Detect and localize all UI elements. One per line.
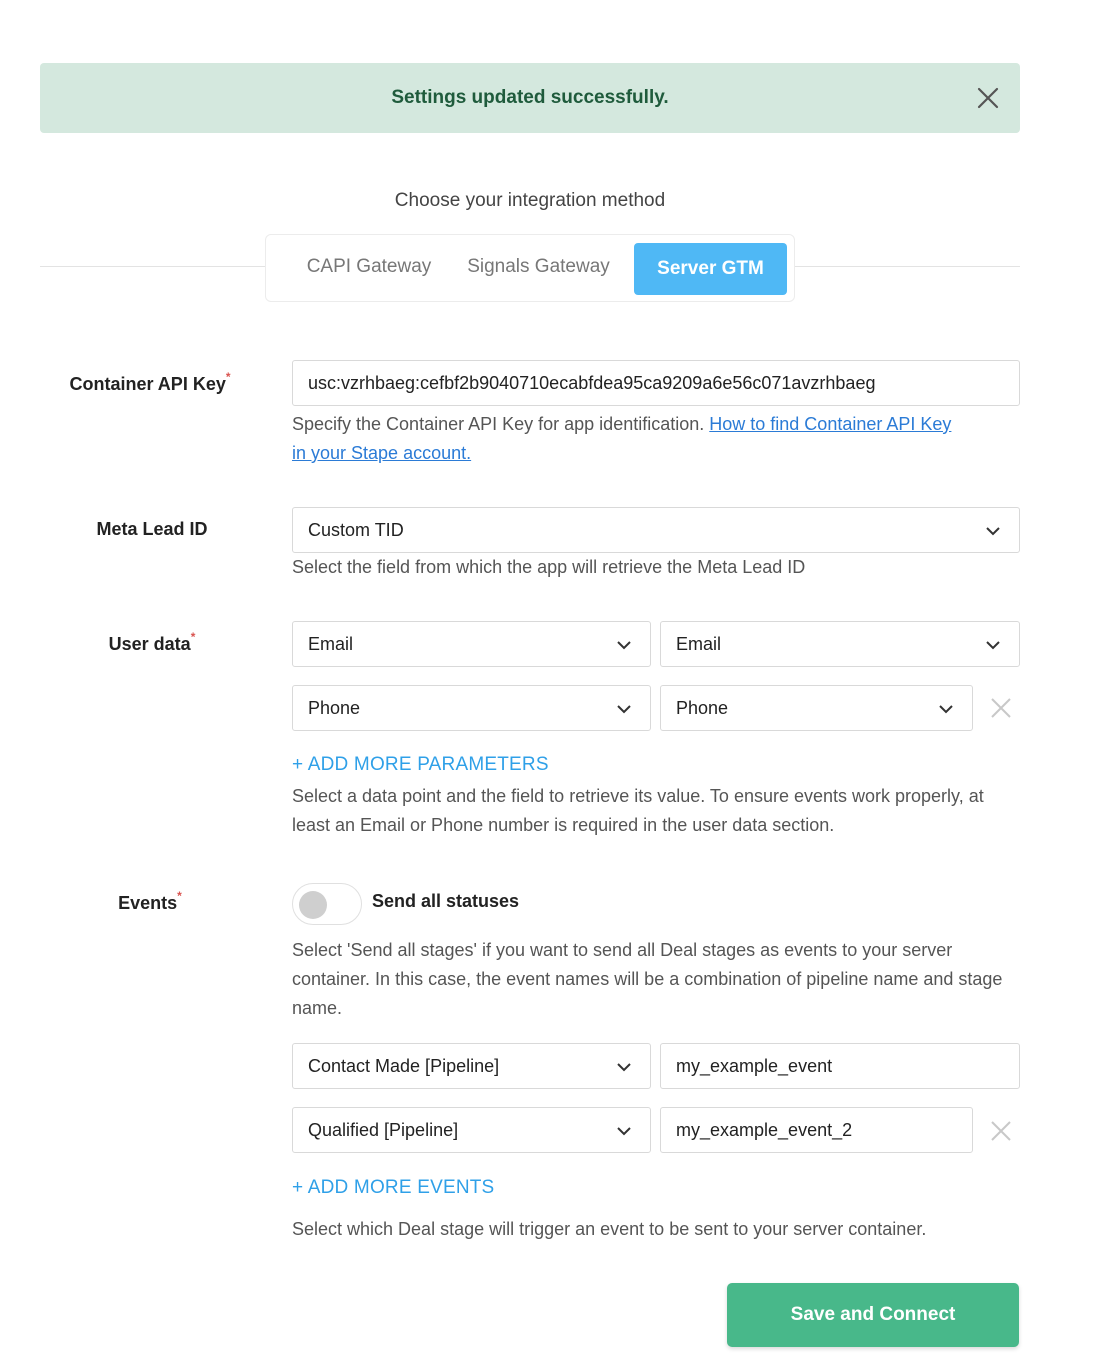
add-more-events-link[interactable]: + ADD MORE EVENTS <box>292 1177 495 1198</box>
select-value: Qualified [Pipeline] <box>308 1120 459 1140</box>
help-link-part1: How to find Container API Key <box>709 414 952 434</box>
tab-signals-gateway[interactable]: Signals Gateway <box>467 256 610 277</box>
add-more-parameters-link[interactable]: + ADD MORE PARAMETERS <box>292 754 549 775</box>
container-api-key-help-text: Specify the Container API Key for app identification. <box>292 414 705 434</box>
required-marker: * <box>177 889 182 903</box>
send-all-statuses-label: Send all statuses <box>372 891 520 911</box>
help-link-part2: in your Stape account. <box>292 443 472 463</box>
event-stage-select[interactable] <box>292 1043 651 1089</box>
save-and-connect-button[interactable]: Save and Connect <box>727 1283 1019 1347</box>
event-name-input[interactable]: my_example_event <box>660 1043 1020 1089</box>
user-data-label <box>22 632 282 655</box>
tab-capi-gateway[interactable]: CAPI Gateway <box>306 256 432 277</box>
event-stage-select[interactable] <box>292 1107 651 1153</box>
chevron-down-icon <box>616 1059 632 1075</box>
user-data-field-select[interactable] <box>660 685 973 731</box>
toggle-knob <box>299 891 327 919</box>
events-label <box>20 891 280 914</box>
chevron-down-icon <box>938 701 954 717</box>
integration-method-title: Choose your integration method <box>394 190 666 211</box>
remove-icon[interactable] <box>989 696 1013 720</box>
user-data-help: Select a data point and the field to retrieve its value. To ensure events work properly, at least an Email or Phone number is required in the user data section. <box>292 786 984 835</box>
required-marker: * <box>225 370 231 384</box>
remove-icon[interactable] <box>989 1119 1013 1143</box>
user-data-label-text: User data <box>108 634 191 654</box>
chevron-down-icon <box>985 637 1001 653</box>
container-api-key-help <box>292 410 1020 468</box>
user-data-type-select[interactable] <box>292 621 651 667</box>
events-help: Select 'Send all stages' if you want to send all Deal stages as events to your server container. In this case, the event names will be a combination of pipeline name and stage name. <box>292 940 1003 1018</box>
select-value: Phone <box>308 698 361 718</box>
meta-lead-id-value: Custom TID <box>308 520 404 540</box>
events-footer-help: Select which Deal stage will trigger an event to be sent to your server container. <box>292 1219 927 1239</box>
select-value: Email <box>308 634 354 654</box>
select-value: Contact Made [Pipeline] <box>308 1056 500 1076</box>
chevron-down-icon <box>616 1123 632 1139</box>
chevron-down-icon <box>616 701 632 717</box>
success-alert <box>40 63 1020 133</box>
integration-tabs <box>265 234 795 302</box>
user-data-field-select[interactable] <box>660 621 1020 667</box>
meta-lead-id-select[interactable] <box>292 507 1020 553</box>
required-marker: * <box>190 630 196 644</box>
chevron-down-icon <box>616 637 632 653</box>
event-name-input[interactable]: my_example_event_2 <box>660 1107 973 1153</box>
alert-message: Settings updated successfully. <box>391 87 669 108</box>
meta-lead-id-label: Meta Lead ID <box>96 519 208 539</box>
container-api-key-label-text: Container API Key <box>69 374 226 394</box>
user-data-type-select[interactable] <box>292 685 651 731</box>
events-label-text: Events <box>118 893 178 913</box>
container-api-key-label <box>20 372 280 395</box>
close-icon[interactable] <box>974 84 1002 112</box>
tab-server-gtm[interactable]: Server GTM <box>634 243 787 295</box>
chevron-down-icon <box>985 523 1001 539</box>
container-api-key-input[interactable]: usc:vzrhbaeg:cefbf2b9040710ecabfdea95ca9209a6e56c071avzrhbaeg <box>292 360 1020 406</box>
select-value: Email <box>676 634 722 654</box>
meta-lead-id-help: Select the field from which the app will retrieve the Meta Lead ID <box>292 557 806 577</box>
send-all-statuses-toggle[interactable] <box>292 883 362 925</box>
select-value: Phone <box>676 698 729 718</box>
